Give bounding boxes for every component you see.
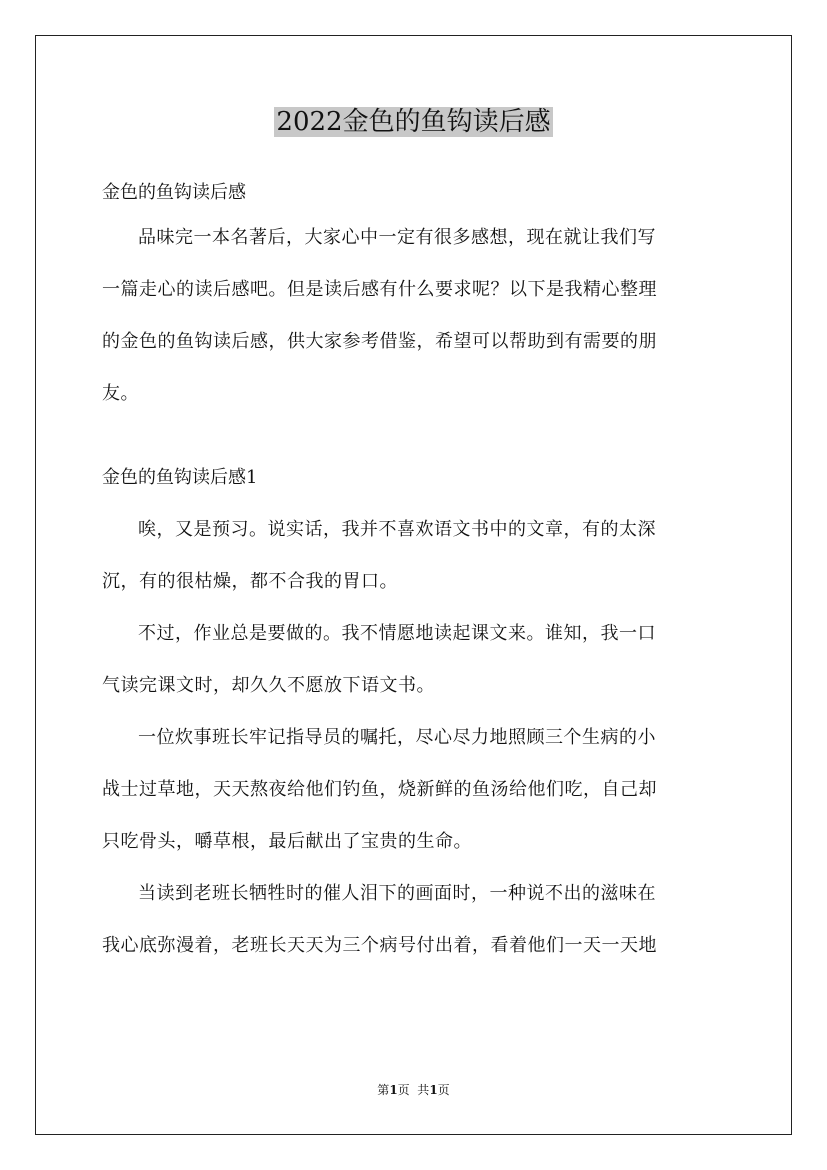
intro-line: 一篇走心的读后感吧。但是读后感有什么要求呢？以下是我精心整理 [102,279,657,300]
paragraph-line: 当读到老班长牺牲时的催人泪下的画面时，一种说不出的滋味在 [138,883,656,904]
paragraph-line: 只吃骨头，嚼草根，最后献出了宝贵的生命。 [102,831,472,852]
intro-line: 品味完一本名著后，大家心中一定有很多感想，现在就让我们写 [138,227,656,248]
paragraph-line: 气读完课文时，却久久不愿放下语文书。 [102,675,435,696]
document-subtitle: 金色的鱼钩读后感 [102,182,246,203]
section-heading: 金色的鱼钩读后感1 [102,467,258,488]
intro-line: 友。 [102,383,139,404]
paragraph-line: 战士过草地，天天熬夜给他们钓鱼，烧新鲜的鱼汤给他们吃，自己却 [102,779,657,800]
paragraph-line: 唉，又是预习。说实话，我并不喜欢语文书中的文章，有的太深 [138,519,656,540]
paragraph-line: 沉，有的很枯燥，都不合我的胃口。 [102,571,398,592]
footer-suffix: 页 [437,1083,450,1097]
footer-total-pages: 1 [429,1083,438,1097]
intro-paragraph [102,212,728,420]
document-body [102,174,728,972]
body-paragraph [102,868,728,972]
body-paragraph [102,712,728,868]
document-title [0,104,827,140]
body-paragraph [102,608,728,712]
footer-prefix: 第 [377,1083,390,1097]
body-paragraph [102,504,728,608]
footer-mid: 页 共 [397,1083,430,1097]
paragraph-line: 不过，作业总是要做的。我不情愿地读起课文来。谁知，我一口 [138,623,656,644]
footer-current-page: 1 [389,1083,398,1097]
paragraph-line: 我心底弥漫着，老班长天天为三个病号付出着，看着他们一天一天地 [102,935,657,956]
document-title-text: 2022金色的鱼钩读后感 [276,107,551,137]
intro-line: 的金色的鱼钩读后感，供大家参考借鉴，希望可以帮助到有需要的朋 [102,331,657,352]
page-footer [0,1082,827,1098]
paragraph-line: 一位炊事班长牢记指导员的嘱托，尽心尽力地照顾三个生病的小 [138,727,656,748]
